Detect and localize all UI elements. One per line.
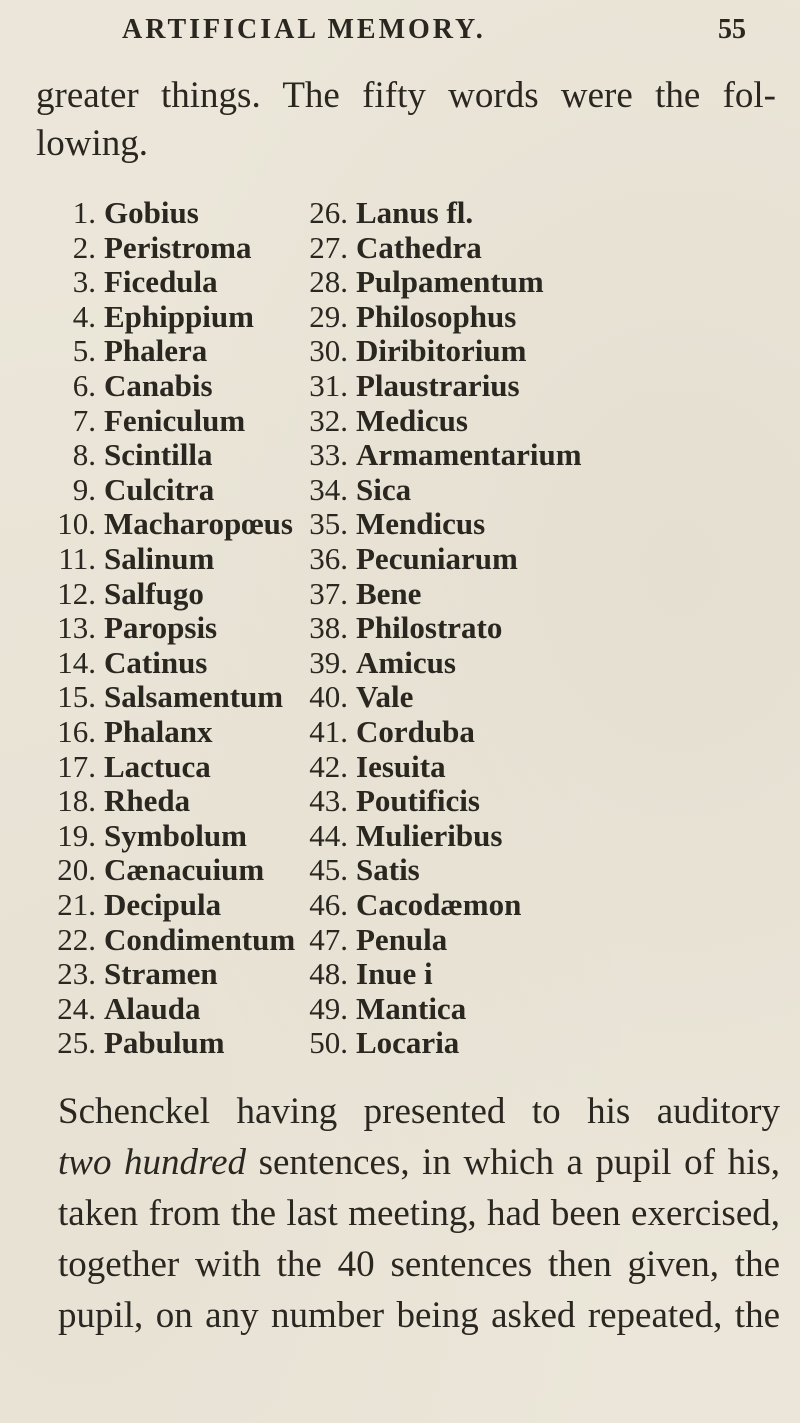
entry-number: 21. [57, 887, 96, 922]
entry-word: Poutificis [356, 783, 480, 818]
word-row [0, 611, 800, 645]
entry-word: Peristroma [104, 230, 252, 265]
body-line-5: pupil, on any number being asked repeated, the [58, 1295, 780, 1336]
entry-word: Cænacuium [104, 852, 265, 887]
word-row [0, 819, 800, 853]
entry-number: 44. [309, 818, 348, 853]
entry-number: 50. [309, 1025, 348, 1060]
entry-number: 48. [309, 956, 348, 991]
entry-number: 5. [72, 333, 96, 368]
entry-number: 26. [309, 195, 348, 230]
word-row [0, 680, 800, 714]
entry-number: 39. [309, 645, 348, 680]
entry-number: 23. [57, 956, 96, 991]
entry-word: Salfugo [104, 576, 204, 611]
entry-word: Amicus [356, 645, 456, 680]
entry-word: Phalanx [104, 714, 213, 749]
entry-word: Cathedra [356, 230, 482, 265]
entry-number: 25. [57, 1025, 96, 1060]
word-row [0, 715, 800, 749]
entry-word: Plaustrarius [356, 368, 520, 403]
entry-word: Ephippium [104, 299, 254, 334]
entry-number: 11. [58, 541, 96, 576]
word-row [0, 853, 800, 887]
word-row [0, 577, 800, 611]
word-row [0, 231, 800, 265]
entry-number: 18. [57, 783, 96, 818]
entry-word: Gobius [104, 195, 199, 230]
entry-number: 45. [309, 852, 348, 887]
entry-number: 46. [309, 887, 348, 922]
entry-number: 14. [57, 645, 96, 680]
entry-word: Lanus fl. [356, 195, 474, 230]
entry-number: 34. [309, 472, 348, 507]
entry-number: 40. [309, 679, 348, 714]
word-row [0, 646, 800, 680]
word-row [0, 265, 800, 299]
entry-word: Salsamentum [104, 679, 284, 714]
entry-word: Salinum [104, 541, 215, 576]
entry-word: Iesuita [356, 749, 446, 784]
entry-number: 16. [57, 714, 96, 749]
running-head [0, 8, 800, 58]
entry-word: Decipula [104, 887, 222, 922]
entry-number: 42. [309, 749, 348, 784]
entry-word: Vale [356, 679, 414, 714]
entry-word: Inue i [356, 956, 433, 991]
entry-number: 24. [57, 991, 96, 1026]
body-line-2-rest: sentences, in which a pupil of his, [246, 1142, 780, 1183]
entry-word: Rheda [104, 783, 191, 818]
entry-word: Ficedula [104, 264, 218, 299]
word-row [0, 1026, 800, 1060]
word-row [0, 923, 800, 957]
entry-word: Corduba [356, 714, 475, 749]
word-row [0, 957, 800, 991]
entry-number: 36. [309, 541, 348, 576]
entry-number: 30. [309, 333, 348, 368]
entry-number: 32. [309, 403, 348, 438]
entry-word: Mulieribus [356, 818, 503, 853]
entry-number: 28. [309, 264, 348, 299]
entry-number: 4. [72, 299, 96, 334]
entry-word: Cacodæmon [356, 887, 522, 922]
word-row [0, 196, 800, 230]
body-line-3: taken from the last meeting, had been exercised, [58, 1193, 780, 1234]
entry-word: Philostrato [356, 610, 503, 645]
entry-number: 37. [309, 576, 348, 611]
entry-number: 27. [309, 230, 348, 265]
word-row [0, 750, 800, 784]
entry-number: 22. [57, 922, 96, 957]
entry-word: Alauda [104, 991, 201, 1026]
entry-number: 41. [309, 714, 348, 749]
entry-number: 43. [309, 783, 348, 818]
word-row [0, 992, 800, 1026]
entry-number: 49. [309, 991, 348, 1026]
body-paragraph [58, 1086, 780, 1341]
entry-word: Penula [356, 922, 448, 957]
entry-word: Bene [356, 576, 422, 611]
word-row [0, 507, 800, 541]
entry-number: 17. [57, 749, 96, 784]
entry-word: Macharopœus [104, 506, 293, 541]
entry-number: 3. [72, 264, 96, 299]
body-line-4: together with the 40 sentences then given, the [58, 1244, 780, 1285]
body-line-2-emphasis: two hundred [58, 1142, 246, 1183]
entry-word: Stramen [104, 956, 218, 991]
entry-word: Lactuca [104, 749, 211, 784]
entry-word: Mendicus [356, 506, 486, 541]
entry-word: Condimentum [104, 922, 296, 957]
entry-number: 29. [309, 299, 348, 334]
entry-word: Catinus [104, 645, 208, 680]
word-row [0, 334, 800, 368]
word-row [0, 404, 800, 438]
entry-number: 7. [72, 403, 96, 438]
word-row [0, 888, 800, 922]
entry-number: 38. [309, 610, 348, 645]
entry-number: 12. [57, 576, 96, 611]
entry-word: Diribitorium [356, 333, 527, 368]
entry-number: 2. [72, 230, 96, 265]
entry-word: Pecuniarum [356, 541, 518, 576]
entry-number: 20. [57, 852, 96, 887]
entry-number: 8. [72, 437, 96, 472]
entry-number: 47. [309, 922, 348, 957]
entry-number: 1. [72, 195, 96, 230]
entry-word: Paropsis [104, 610, 218, 645]
word-row [0, 300, 800, 334]
entry-word: Canabis [104, 368, 213, 403]
entry-number: 33. [309, 437, 348, 472]
entry-number: 35. [309, 506, 348, 541]
entry-number: 15. [57, 679, 96, 714]
entry-word: Satis [356, 852, 420, 887]
entry-word: Armamentarium [356, 437, 582, 472]
entry-word: Locaria [356, 1025, 460, 1060]
running-title: ARTIFICIAL MEMORY. [122, 14, 486, 45]
entry-word: Phalera [104, 333, 208, 368]
entry-number: 6. [72, 368, 96, 403]
body-line-2 [58, 1137, 780, 1188]
entry-word: Sica [356, 472, 412, 507]
word-row [0, 784, 800, 818]
entry-word: Symbolum [104, 818, 247, 853]
intro-paragraph: greater things. The fifty words were the fol-lowing. [36, 75, 776, 164]
entry-word: Feniculum [104, 403, 246, 438]
page-number: 55 [718, 14, 746, 45]
entry-word: Philosophus [356, 299, 517, 334]
word-row [0, 473, 800, 507]
word-row [0, 438, 800, 472]
entry-word: Pabulum [104, 1025, 225, 1060]
entry-number: 19. [57, 818, 96, 853]
entry-word: Culcitra [104, 472, 215, 507]
word-row [0, 369, 800, 403]
entry-number: 9. [72, 472, 96, 507]
entry-number: 13. [57, 610, 96, 645]
entry-word: Mantica [356, 991, 467, 1026]
entry-word: Scintilla [104, 437, 213, 472]
entry-word: Pulpamentum [356, 264, 544, 299]
entry-word: Medicus [356, 403, 468, 438]
body-line-1: Schenckel having presented to his auditory [58, 1091, 780, 1132]
entry-number: 10. [57, 506, 96, 541]
entry-number: 31. [309, 368, 348, 403]
word-row [0, 542, 800, 576]
